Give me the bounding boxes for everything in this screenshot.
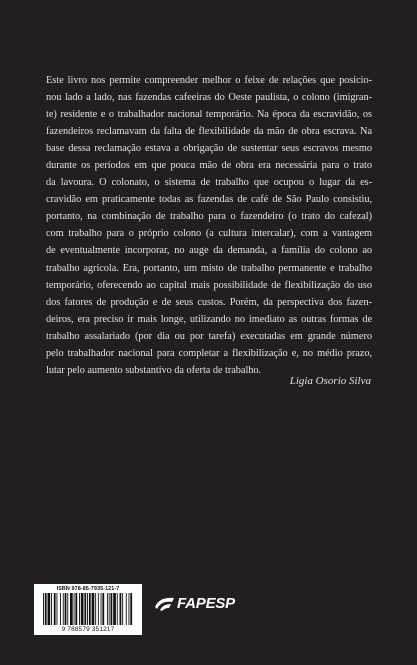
synopsis-line: temporário, oferecendo ao capital mais possibilidade de flexibilização do uso (46, 279, 372, 291)
publisher-name: FAPESP (177, 594, 235, 612)
synopsis-line: durante os períodos em que pouca mão de obra era necessária para o trato (46, 160, 372, 172)
synopsis-line: trabalho agrícola. Era, portanto, um misto de trabalho permanente e trabalho (46, 262, 372, 274)
synopsis-line: da lavoura. O colonato, o sistema de trabalho que ocupou o lugar da es- (46, 177, 372, 189)
synopsis-line: deiros, era preciso ir mais longe, utilizando no imediato as outras formas de (46, 313, 372, 325)
synopsis-line: portanto, na combinação de trabalho para o fazendeiro (o trato do cafezal) (46, 211, 372, 223)
synopsis-line: te) residente e o trabalhador nacional temporário. Na época da escravidão, os (46, 109, 372, 121)
barcode-digits: 9 788579 351217 (61, 626, 115, 633)
publisher-logo (154, 590, 254, 616)
synopsis-line: dos fatores de produção e de seus custos. Porém, da perspectiva dos fazen- (46, 296, 372, 308)
synopsis-line: Este livro nos permite compreender melhor o feixe de relações que posicio- (46, 75, 372, 86)
synopsis-line: trabalho assalariado (por dia ou por tarefa) executadas em grande número (46, 330, 372, 342)
synopsis-text (46, 72, 372, 379)
synopsis-line: base dessa reclamação estava a obrigação de sustentar seus escravos mesmo (46, 143, 372, 155)
barcode-icon (41, 593, 135, 625)
isbn-barcode (34, 584, 142, 635)
synopsis-line: pelo trabalhador nacional para completar a flexibilização e, no médio prazo, (46, 347, 372, 359)
isbn-label: ISBN 978-85-7935-121-7 (56, 586, 120, 592)
synopsis-line: de eventualmente incorporar, no auge da demanda, a família do colono ao (46, 245, 372, 257)
synopsis-line: cravidão em praticamente todas as fazendas de café de São Paulo consistiu, (46, 194, 372, 206)
fapesp-logo-icon (154, 594, 176, 612)
author-name: Ligia Osorio Silva (289, 375, 371, 387)
synopsis-line: fazendeiros reclamavam da falta de flexibilidade da mão de obra escrava. Na (46, 126, 372, 138)
synopsis-line: com trabalho para o próprio colono (a cultura intercalar), com a vantagem (46, 228, 372, 240)
synopsis-line: lutar pelo aumento substantivo da oferta de trabalho. (46, 364, 262, 376)
synopsis-line: nou lado a lado, nas fazendas cafeeiras do Oeste paulista, o colono (imigran- (46, 92, 372, 104)
